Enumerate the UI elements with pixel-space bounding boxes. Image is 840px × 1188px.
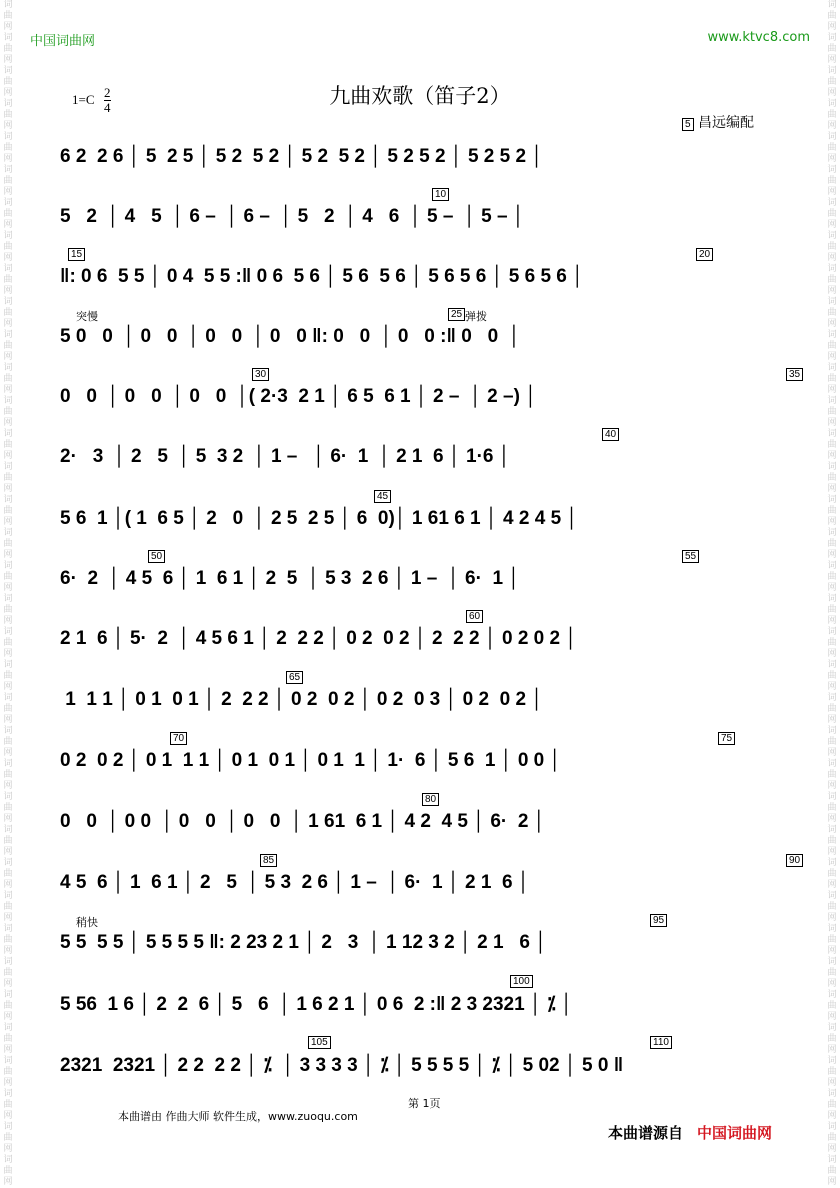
watermark-char: 网 [3, 583, 13, 593]
watermark-char: 网 [3, 715, 13, 725]
site-name-left[interactable]: 中国词曲网 [30, 34, 96, 49]
watermark-char: 曲 [3, 704, 13, 714]
watermark-char: 曲 [3, 770, 13, 780]
watermark-char: 词 [3, 594, 13, 604]
watermark-char: 词 [827, 429, 837, 439]
watermark-char: 曲 [3, 968, 13, 978]
watermark-char: 曲 [827, 11, 837, 21]
watermark-char: 词 [827, 1155, 837, 1165]
watermark-char: 词 [3, 231, 13, 241]
watermark-char: 网 [3, 352, 13, 362]
time-bottom: 4 [104, 100, 111, 115]
watermark-char: 词 [3, 132, 13, 142]
watermark-char: 曲 [3, 638, 13, 648]
score-row [60, 606, 800, 654]
watermark-char: 网 [827, 517, 837, 527]
watermark-char: 网 [3, 121, 13, 131]
score-row [60, 486, 800, 534]
watermark-char: 网 [827, 682, 837, 692]
watermark-char: 词 [827, 957, 837, 967]
score-row [60, 184, 800, 232]
measure-number: 75 [718, 732, 735, 745]
watermark-char: 网 [827, 253, 837, 263]
watermark-char: 网 [3, 88, 13, 98]
watermark-char: 网 [3, 880, 13, 890]
watermark-char: 词 [827, 561, 837, 571]
watermark-char: 网 [3, 946, 13, 956]
watermark-char: 曲 [3, 836, 13, 846]
score-row [60, 728, 800, 776]
watermark-char: 网 [3, 1078, 13, 1088]
measure-number: 10 [432, 188, 449, 201]
watermark-char: 词 [827, 0, 837, 10]
watermark-char: 词 [827, 1023, 837, 1033]
watermark-char: 曲 [3, 1034, 13, 1044]
watermark-char: 曲 [3, 539, 13, 549]
watermark-char: 网 [3, 1012, 13, 1022]
watermark-char: 词 [827, 231, 837, 241]
notation-line: 5 56 1 6 │ 2 2 6 │ 5 6 │ 1 6 2 1 │ 0 6 2 :‖ 2 3 2321 │ ⁒ │ [60, 994, 573, 1015]
watermark-char: 词 [3, 429, 13, 439]
watermark-char: 词 [3, 0, 13, 10]
watermark-char: 词 [3, 990, 13, 1000]
watermark-char: 曲 [827, 1100, 837, 1110]
watermark-char: 网 [827, 979, 837, 989]
watermark-char: 曲 [827, 671, 837, 681]
watermark-char: 词 [3, 330, 13, 340]
watermark-char: 曲 [827, 110, 837, 120]
watermark-char: 曲 [827, 902, 837, 912]
watermark-char: 曲 [827, 1133, 837, 1143]
measure-number: 95 [650, 914, 667, 927]
watermark-char: 曲 [827, 440, 837, 450]
watermark-char: 词 [3, 1155, 13, 1165]
watermark-char: 曲 [827, 176, 837, 186]
watermark-char: 曲 [827, 638, 837, 648]
watermark-char: 网 [3, 187, 13, 197]
watermark-char: 曲 [3, 176, 13, 186]
watermark-char: 词 [3, 759, 13, 769]
watermark-char: 词 [3, 528, 13, 538]
watermark-char: 网 [827, 814, 837, 824]
watermark-char: 词 [827, 363, 837, 373]
notation-line: 2 1 6 │ 5· 2 │ 4 5 6 1 │ 2 2 2 │ 0 2 0 2 │ 2 2 2 │ 0 2 0 2 │ [60, 628, 578, 649]
notation-line: 2321 2321 │ 2 2 2 2 │ ⁒ │ 3 3 3 3 │ ⁒ │ 5 5 5 5 │ ⁒ │ 5 02 │ 5 0 ‖ [60, 1055, 624, 1076]
watermark-char: 曲 [827, 506, 837, 516]
watermark-char: 曲 [827, 275, 837, 285]
watermark-char: 词 [3, 957, 13, 967]
watermark-char: 曲 [827, 704, 837, 714]
watermark-char: 词 [827, 132, 837, 142]
watermark-char: 网 [827, 1177, 837, 1187]
watermark-char: 词 [3, 561, 13, 571]
watermark-char: 词 [827, 528, 837, 538]
watermark-char: 曲 [3, 869, 13, 879]
watermark-char: 网 [3, 814, 13, 824]
watermark-char: 网 [827, 550, 837, 560]
watermark-char: 曲 [3, 473, 13, 483]
watermark-char: 词 [827, 726, 837, 736]
notation-line: 5 2 │ 4 5 │ 6 – │ 6 – │ 5 2 │ 4 6 │ 5 – │ 5 – │ [60, 206, 525, 227]
measure-number: 55 [682, 550, 699, 563]
watermark-char: 词 [3, 660, 13, 670]
watermark-char: 词 [827, 264, 837, 274]
watermark-char: 网 [827, 1012, 837, 1022]
score-row [60, 304, 800, 352]
time-top: 2 [104, 85, 111, 100]
watermark-char: 网 [827, 22, 837, 32]
watermark-char: 网 [827, 946, 837, 956]
watermark-char: 网 [827, 1111, 837, 1121]
watermark-char: 曲 [827, 737, 837, 747]
watermark-char: 词 [827, 990, 837, 1000]
watermark-char: 曲 [827, 869, 837, 879]
measure-number: 20 [696, 248, 713, 261]
watermark-char: 曲 [827, 935, 837, 945]
watermark-char: 曲 [827, 836, 837, 846]
measure-number-box: 5 [682, 118, 694, 131]
watermark-char: 词 [3, 165, 13, 175]
watermark-char: 词 [827, 759, 837, 769]
watermark-char: 网 [3, 913, 13, 923]
watermark-char: 曲 [3, 77, 13, 87]
measure-number: 80 [422, 793, 439, 806]
watermark-char: 曲 [3, 44, 13, 54]
score-row [60, 244, 800, 292]
watermark-char: 网 [3, 748, 13, 758]
score-row [60, 1032, 800, 1080]
watermark-char: 曲 [3, 1067, 13, 1077]
watermark-char: 词 [827, 297, 837, 307]
watermark-char: 词 [3, 1089, 13, 1099]
watermark-char: 曲 [3, 209, 13, 219]
notation-line: 5 5 5 5 │ 5 5 5 5 ‖: 2 23 2 1 │ 2 3 │ 1 12 3 2 │ 2 1 6 │ [60, 932, 548, 953]
watermark-char: 曲 [827, 308, 837, 318]
notation-line: 0 2 0 2 │ 0 1 1 1 │ 0 1 0 1 │ 0 1 1 │ 1· 6 │ 5 6 1 │ 0 0 │ [60, 750, 562, 771]
watermark-char: 网 [3, 550, 13, 560]
measure-number: 85 [260, 854, 277, 867]
watermark-char: 网 [3, 385, 13, 395]
watermark-char: 词 [3, 825, 13, 835]
measure-number: 65 [286, 671, 303, 684]
watermark-char: 网 [3, 1144, 13, 1154]
source-brand[interactable]: 中国词曲网 [697, 1124, 773, 1142]
performance-marking: 弹拨 [465, 310, 487, 323]
measure-number: 35 [786, 368, 803, 381]
measure-number: 60 [466, 610, 483, 623]
notation-line: 1 1 1 │ 0 1 0 1 │ 2 2 2 │ 0 2 0 2 │ 0 2 0 3 │ 0 2 0 2 │ [60, 689, 544, 710]
watermark-char: 网 [3, 55, 13, 65]
watermark-char: 曲 [827, 407, 837, 417]
watermark-char: 词 [3, 66, 13, 76]
watermark-char: 曲 [827, 968, 837, 978]
notation-line: 6 2 2 6 │ 5 2 5 │ 5 2 5 2 │ 5 2 5 2 │ 5 2 5 2 │ 5 2 5 2 │ [60, 146, 544, 167]
watermark-char: 词 [3, 363, 13, 373]
watermark-char: 词 [827, 693, 837, 703]
watermark-char: 曲 [827, 44, 837, 54]
score-row [60, 424, 800, 472]
notation-line: 5 6 1 │( 1 6 5 │ 2 0 │ 2 5 2 5 │ 6 0)│ 1 61 6 1 │ 4 2 4 5 │ [60, 508, 579, 529]
watermark-char: 词 [3, 792, 13, 802]
watermark-char: 词 [827, 495, 837, 505]
watermark-char: 词 [827, 891, 837, 901]
watermark-char: 词 [827, 462, 837, 472]
watermark-char: 网 [3, 253, 13, 263]
watermark-char: 曲 [3, 143, 13, 153]
watermark-char: 网 [827, 451, 837, 461]
measure-number: 90 [786, 854, 803, 867]
watermark-char: 词 [827, 792, 837, 802]
watermark-char: 网 [827, 1144, 837, 1154]
watermark-char: 网 [3, 517, 13, 527]
watermark-char: 词 [827, 660, 837, 670]
watermark-char: 词 [827, 858, 837, 868]
left-watermark-strip [0, 0, 16, 1187]
watermark-char: 曲 [827, 605, 837, 615]
watermark-char: 词 [3, 33, 13, 43]
watermark-char: 网 [827, 88, 837, 98]
watermark-char: 网 [3, 1177, 13, 1187]
watermark-char: 网 [827, 286, 837, 296]
watermark-char: 网 [3, 319, 13, 329]
watermark-char: 曲 [3, 605, 13, 615]
watermark-char: 曲 [827, 77, 837, 87]
watermark-char: 词 [3, 891, 13, 901]
watermark-char: 网 [3, 781, 13, 791]
site-url-right[interactable]: www.ktvc8.com [707, 30, 810, 45]
watermark-char: 曲 [827, 1166, 837, 1176]
watermark-char: 网 [827, 649, 837, 659]
watermark-char: 网 [827, 583, 837, 593]
watermark-char: 网 [3, 1111, 13, 1121]
watermark-char: 词 [827, 33, 837, 43]
watermark-char: 曲 [3, 242, 13, 252]
score-row [60, 364, 800, 412]
source-label: 本曲谱源自 [608, 1124, 684, 1142]
watermark-char: 曲 [827, 374, 837, 384]
notation-line: 0 0 │ 0 0 │ 0 0 │( 2·3 2 1 │ 6 5 6 1 │ 2 – │ 2 –) │ [60, 386, 538, 407]
watermark-char: 词 [827, 627, 837, 637]
right-watermark-strip [824, 0, 840, 1187]
watermark-char: 网 [3, 451, 13, 461]
watermark-char: 词 [3, 627, 13, 637]
watermark-char: 词 [827, 1056, 837, 1066]
watermark-char: 网 [827, 1078, 837, 1088]
watermark-char: 曲 [3, 671, 13, 681]
watermark-char: 曲 [3, 110, 13, 120]
watermark-char: 曲 [827, 1034, 837, 1044]
notation-line: 0 0 │ 0 0 │ 0 0 │ 0 0 │ 1 61 6 1 │ 4 2 4 5 │ 6· 2 │ [60, 811, 546, 832]
watermark-char: 曲 [827, 572, 837, 582]
watermark-char: 曲 [827, 1067, 837, 1077]
watermark-char: 网 [3, 1045, 13, 1055]
score-row [60, 546, 800, 594]
watermark-char: 曲 [3, 803, 13, 813]
watermark-char: 曲 [3, 308, 13, 318]
watermark-char: 网 [827, 187, 837, 197]
measure-number: 110 [650, 1036, 672, 1049]
watermark-char: 曲 [827, 770, 837, 780]
watermark-char: 曲 [827, 209, 837, 219]
watermark-char: 网 [827, 748, 837, 758]
watermark-char: 网 [827, 418, 837, 428]
watermark-char: 网 [827, 385, 837, 395]
watermark-char: 词 [3, 1122, 13, 1132]
watermark-char: 曲 [827, 143, 837, 153]
watermark-char: 词 [3, 1023, 13, 1033]
watermark-char: 网 [827, 352, 837, 362]
watermark-char: 网 [3, 979, 13, 989]
watermark-char: 曲 [3, 737, 13, 747]
measure-number: 25 [448, 308, 465, 321]
watermark-char: 网 [827, 220, 837, 230]
watermark-char: 词 [3, 264, 13, 274]
watermark-char: 曲 [3, 572, 13, 582]
watermark-char: 词 [827, 330, 837, 340]
watermark-char: 词 [3, 297, 13, 307]
measure-number: 30 [252, 368, 269, 381]
watermark-char: 曲 [3, 407, 13, 417]
watermark-char: 词 [827, 396, 837, 406]
watermark-char: 曲 [3, 1133, 13, 1143]
watermark-char: 词 [827, 1089, 837, 1099]
watermark-char: 曲 [3, 374, 13, 384]
watermark-char: 词 [3, 99, 13, 109]
watermark-char: 网 [3, 682, 13, 692]
measure-number: 15 [68, 248, 85, 261]
watermark-char: 网 [827, 913, 837, 923]
watermark-char: 曲 [827, 473, 837, 483]
measure-number: 40 [602, 428, 619, 441]
watermark-char: 网 [827, 55, 837, 65]
watermark-char: 词 [3, 726, 13, 736]
watermark-char: 词 [827, 825, 837, 835]
watermark-char: 词 [3, 924, 13, 934]
watermark-char: 网 [3, 286, 13, 296]
key-signature: 1=C [72, 92, 95, 107]
watermark-char: 曲 [827, 803, 837, 813]
watermark-char: 词 [3, 462, 13, 472]
watermark-char: 曲 [3, 902, 13, 912]
score-row [60, 850, 800, 898]
watermark-char: 曲 [827, 341, 837, 351]
watermark-char: 网 [3, 154, 13, 164]
measure-number: 45 [374, 490, 391, 503]
watermark-char: 网 [827, 616, 837, 626]
score-row [60, 971, 800, 1019]
watermark-char: 曲 [3, 1100, 13, 1110]
score-row [60, 124, 800, 172]
watermark-char: 网 [3, 847, 13, 857]
watermark-char: 曲 [3, 1166, 13, 1176]
performance-marking: 突慢 [76, 310, 98, 323]
watermark-char: 网 [827, 484, 837, 494]
watermark-char: 词 [827, 198, 837, 208]
notation-line: 6· 2 │ 4 5 6 │ 1 6 1 │ 2 5 │ 5 3 2 6 │ 1 – │ 6· 1 │ [60, 568, 521, 589]
watermark-char: 网 [827, 319, 837, 329]
watermark-char: 曲 [3, 935, 13, 945]
watermark-char: 词 [3, 693, 13, 703]
watermark-char: 曲 [3, 275, 13, 285]
watermark-char: 曲 [827, 539, 837, 549]
watermark-char: 网 [827, 880, 837, 890]
score-row [60, 910, 800, 958]
watermark-char: 曲 [3, 1001, 13, 1011]
measure-number: 70 [170, 732, 187, 745]
page-number: 第 1页 [408, 1097, 441, 1110]
watermark-char: 曲 [3, 440, 13, 450]
watermark-char: 词 [3, 198, 13, 208]
measure-number: 100 [510, 975, 533, 988]
watermark-char: 词 [3, 495, 13, 505]
watermark-char: 词 [3, 858, 13, 868]
watermark-char: 词 [827, 66, 837, 76]
notation-line: 4 5 6 │ 1 6 1 │ 2 5 │ 5 3 2 6 │ 1 – │ 6· 1 │ 2 1 6 │ [60, 872, 530, 893]
watermark-char: 网 [827, 154, 837, 164]
watermark-char: 曲 [3, 341, 13, 351]
measure-number: 105 [308, 1036, 331, 1049]
watermark-char: 网 [3, 484, 13, 494]
watermark-char: 词 [827, 1122, 837, 1132]
watermark-char: 词 [827, 99, 837, 109]
watermark-char: 网 [827, 847, 837, 857]
watermark-char: 词 [827, 165, 837, 175]
notation-line: 5 0 0 │ 0 0 │ 0 0 │ 0 0 ‖: 0 0 │ 0 0 :‖ 0 0 │ [60, 326, 521, 347]
watermark-char: 词 [827, 594, 837, 604]
measure-number: 50 [148, 550, 165, 563]
watermark-char: 曲 [3, 506, 13, 516]
score-title: 九曲欢歌（笛子2） [329, 84, 511, 108]
watermark-char: 网 [3, 649, 13, 659]
watermark-char: 网 [827, 121, 837, 131]
performance-marking: 稍快 [76, 916, 98, 929]
score-row [60, 789, 800, 837]
watermark-char: 网 [3, 616, 13, 626]
software-note: 本曲谱由 作曲大师 软件生成，www.zuoqu.com [118, 1110, 358, 1123]
watermark-char: 网 [827, 781, 837, 791]
watermark-char: 词 [3, 1056, 13, 1066]
watermark-char: 网 [827, 1045, 837, 1055]
watermark-char: 曲 [827, 242, 837, 252]
watermark-char: 曲 [827, 1001, 837, 1011]
notation-line: ‖: 0 6 5 5 │ 0 4 5 5 :‖ 0 6 5 6 │ 5 6 5 6 │ 5 6 5 6 │ 5 6 5 6 │ [60, 266, 585, 287]
watermark-char: 网 [3, 22, 13, 32]
watermark-char: 网 [3, 418, 13, 428]
arranger-name: 昌远编配 [698, 115, 755, 131]
score-row [60, 667, 800, 715]
source-credit [608, 1122, 772, 1143]
watermark-char: 词 [3, 396, 13, 406]
watermark-char: 网 [827, 715, 837, 725]
notation-line: 2· 3 │ 2 5 │ 5 3 2 │ 1 – │ 6· 1 │ 2 1 6 │ 1·6 │ [60, 446, 511, 467]
watermark-char: 网 [3, 220, 13, 230]
watermark-char: 曲 [3, 11, 13, 21]
watermark-char: 词 [827, 924, 837, 934]
